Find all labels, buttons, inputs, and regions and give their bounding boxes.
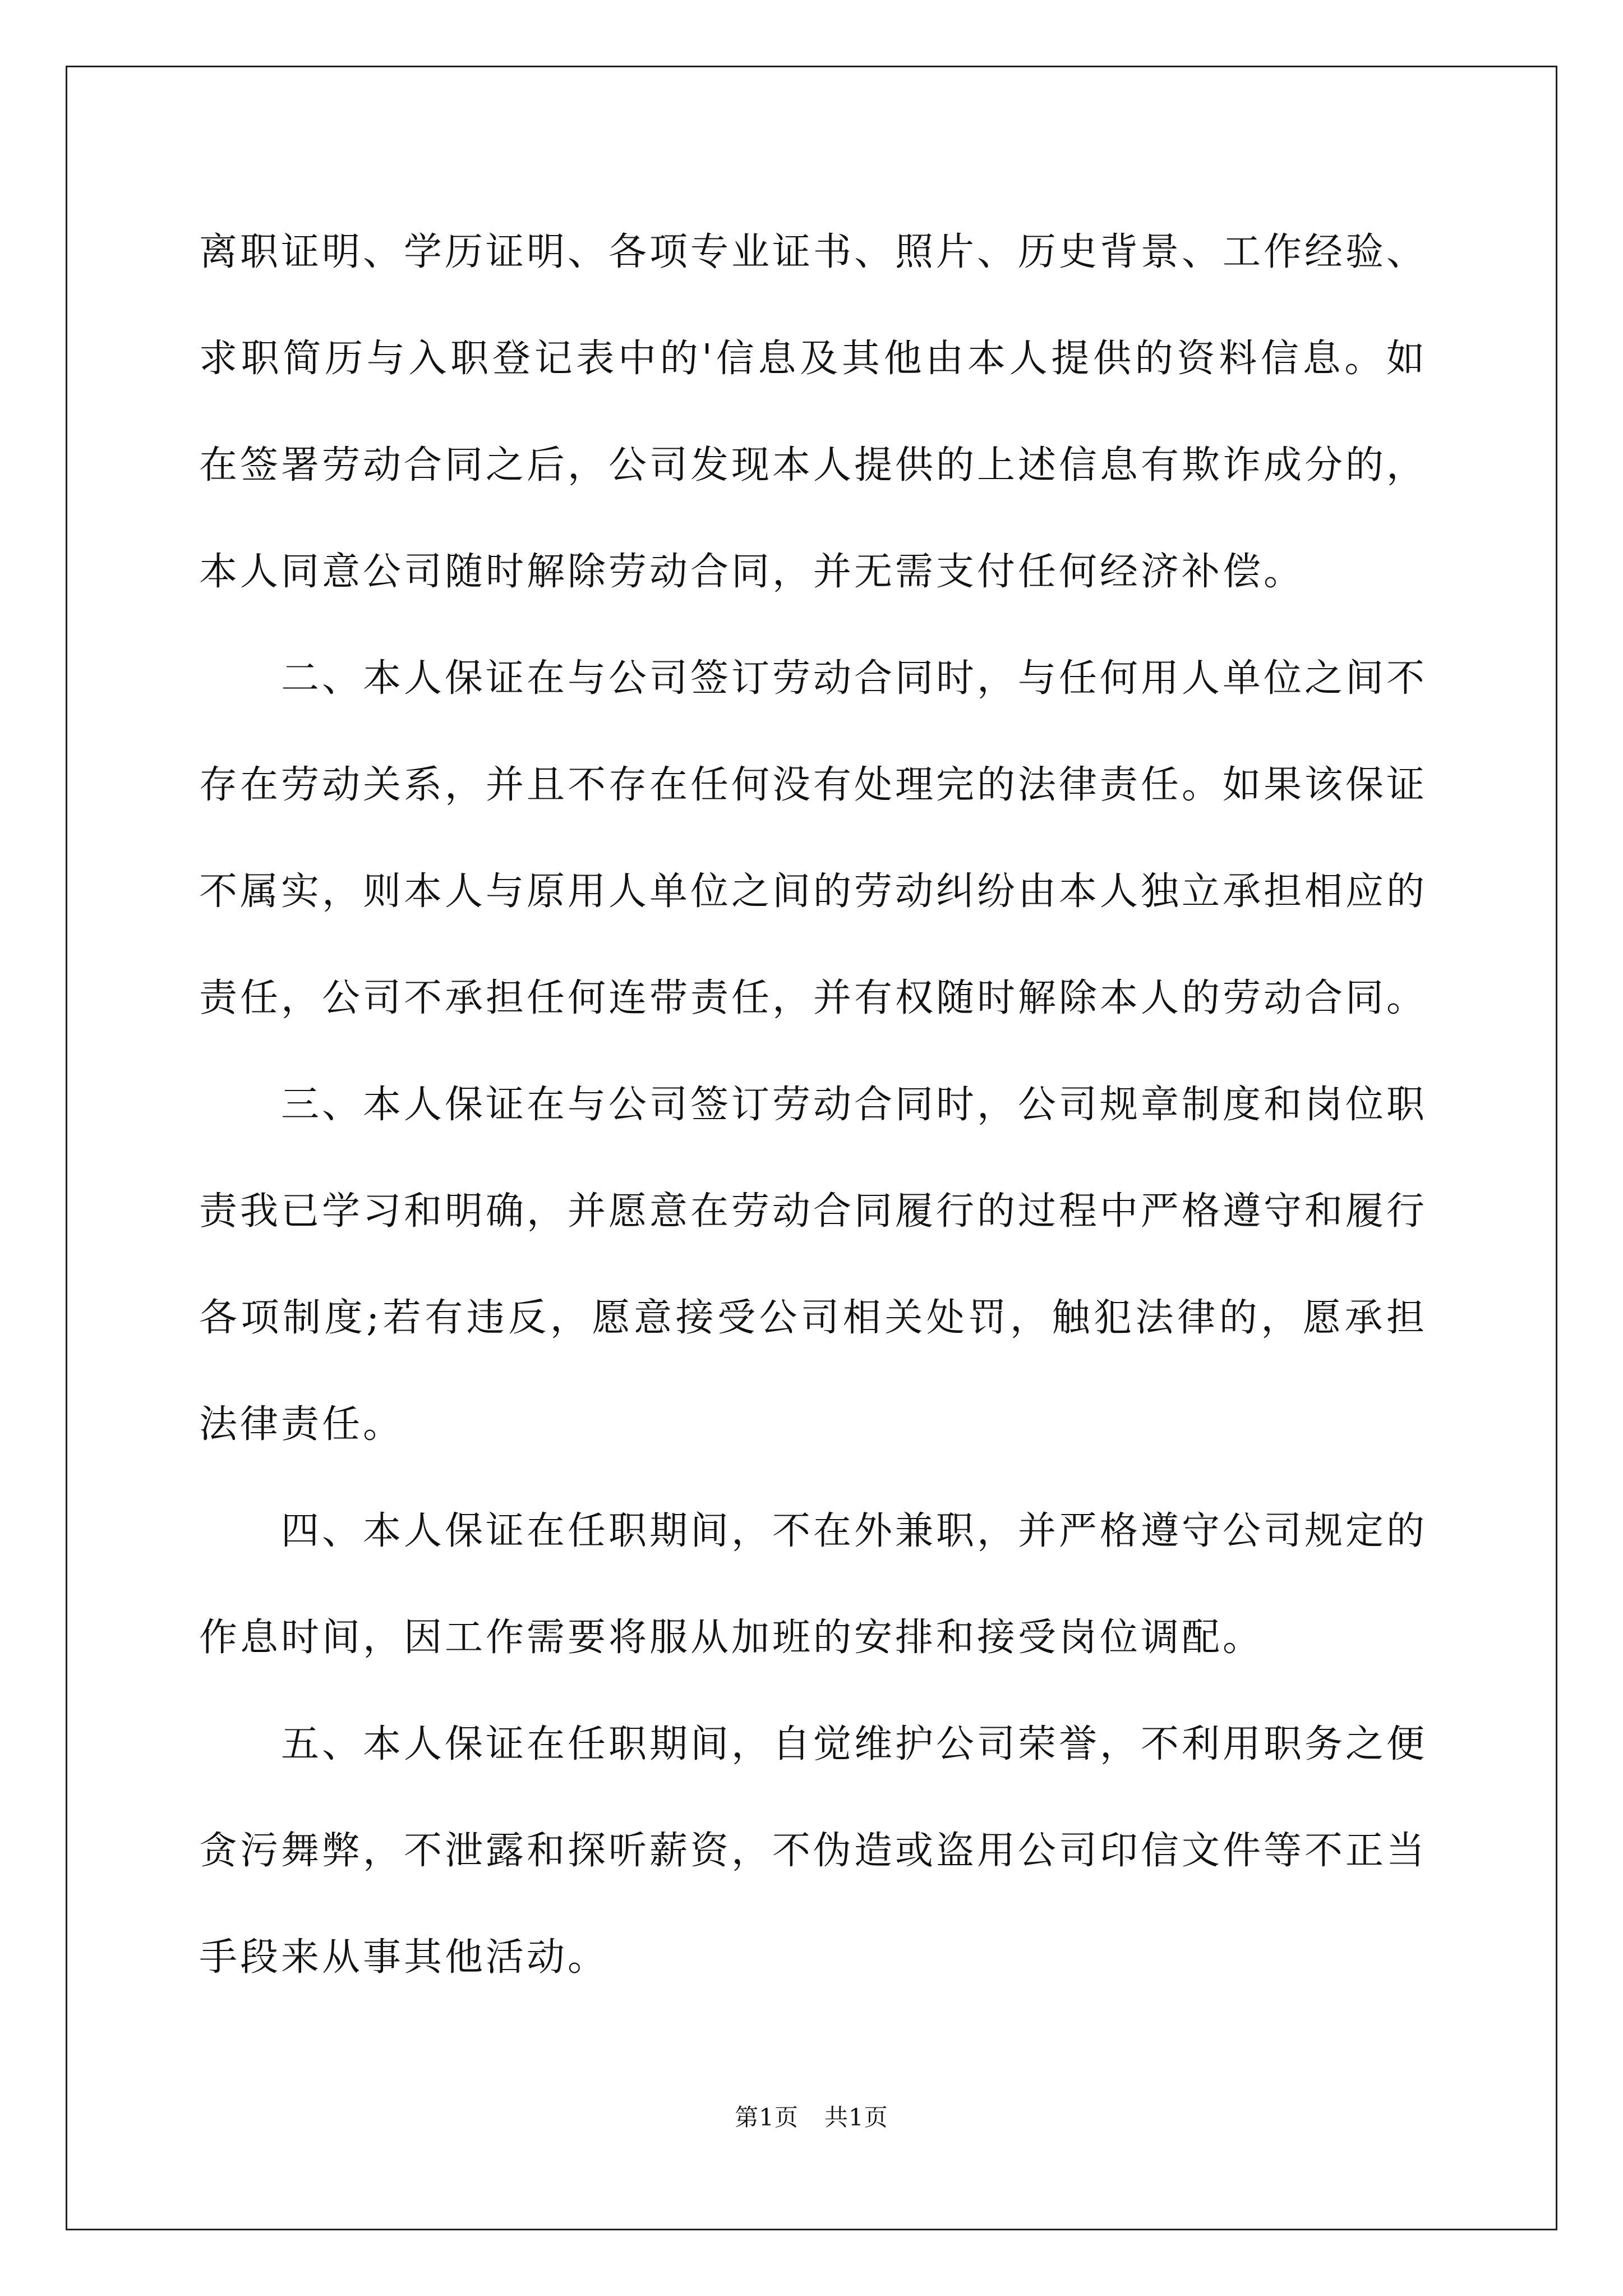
paragraph-5: 五、本人保证在任职期间，自觉维护公司荣誉，不利用职务之便贪污舞弊，不泄露和探听薪资，不伪造或盗用公司印信文件等不正当手段来从事其他活动。 [199, 1722, 1428, 1980]
page-footer [0, 2101, 1623, 2134]
paragraph-3: 三、本人保证在与公司签订劳动合同时，公司规章制度和岗位职责我已学习和明确，并愿意在劳动合同履行的过程中严格遵守和履行各项制度;若有违反，愿意接受公司相关处罚，触犯法律的，愿承担法律责任。 [199, 1083, 1428, 1447]
paragraph-2: 二、本人保证在与公司签订劳动合同时，与任何用人单位之间不存在劳动关系，并且不存在任何没有处理完的法律责任。如果该保证不属实，则本人与原用人单位之间的劳动纠纷由本人独立承担相应的责任，公司不承担任何连带责任，并有权随时解除本人的劳动合同。 [199, 656, 1428, 1020]
page-total: 共1页 [824, 2104, 888, 2131]
paragraph-1: 离职证明、学历证明、各项专业证书、照片、历史背景、工作经验、求职简历与入职登记表中的'信息及其他由本人提供的资料信息。如在签署劳动合同之后，公司发现本人提供的上述信息有欺诈成分的，本人同意公司随时解除劳动合同，并无需支付任何经济补偿。 [199, 230, 1428, 594]
page-number: 第1页 [735, 2104, 799, 2131]
paragraph-4: 四、本人保证在任职期间，不在外兼职，并严格遵守公司规定的作息时间，因工作需要将服从加班的安排和接受岗位调配。 [199, 1509, 1428, 1660]
document-body [199, 199, 1427, 2011]
